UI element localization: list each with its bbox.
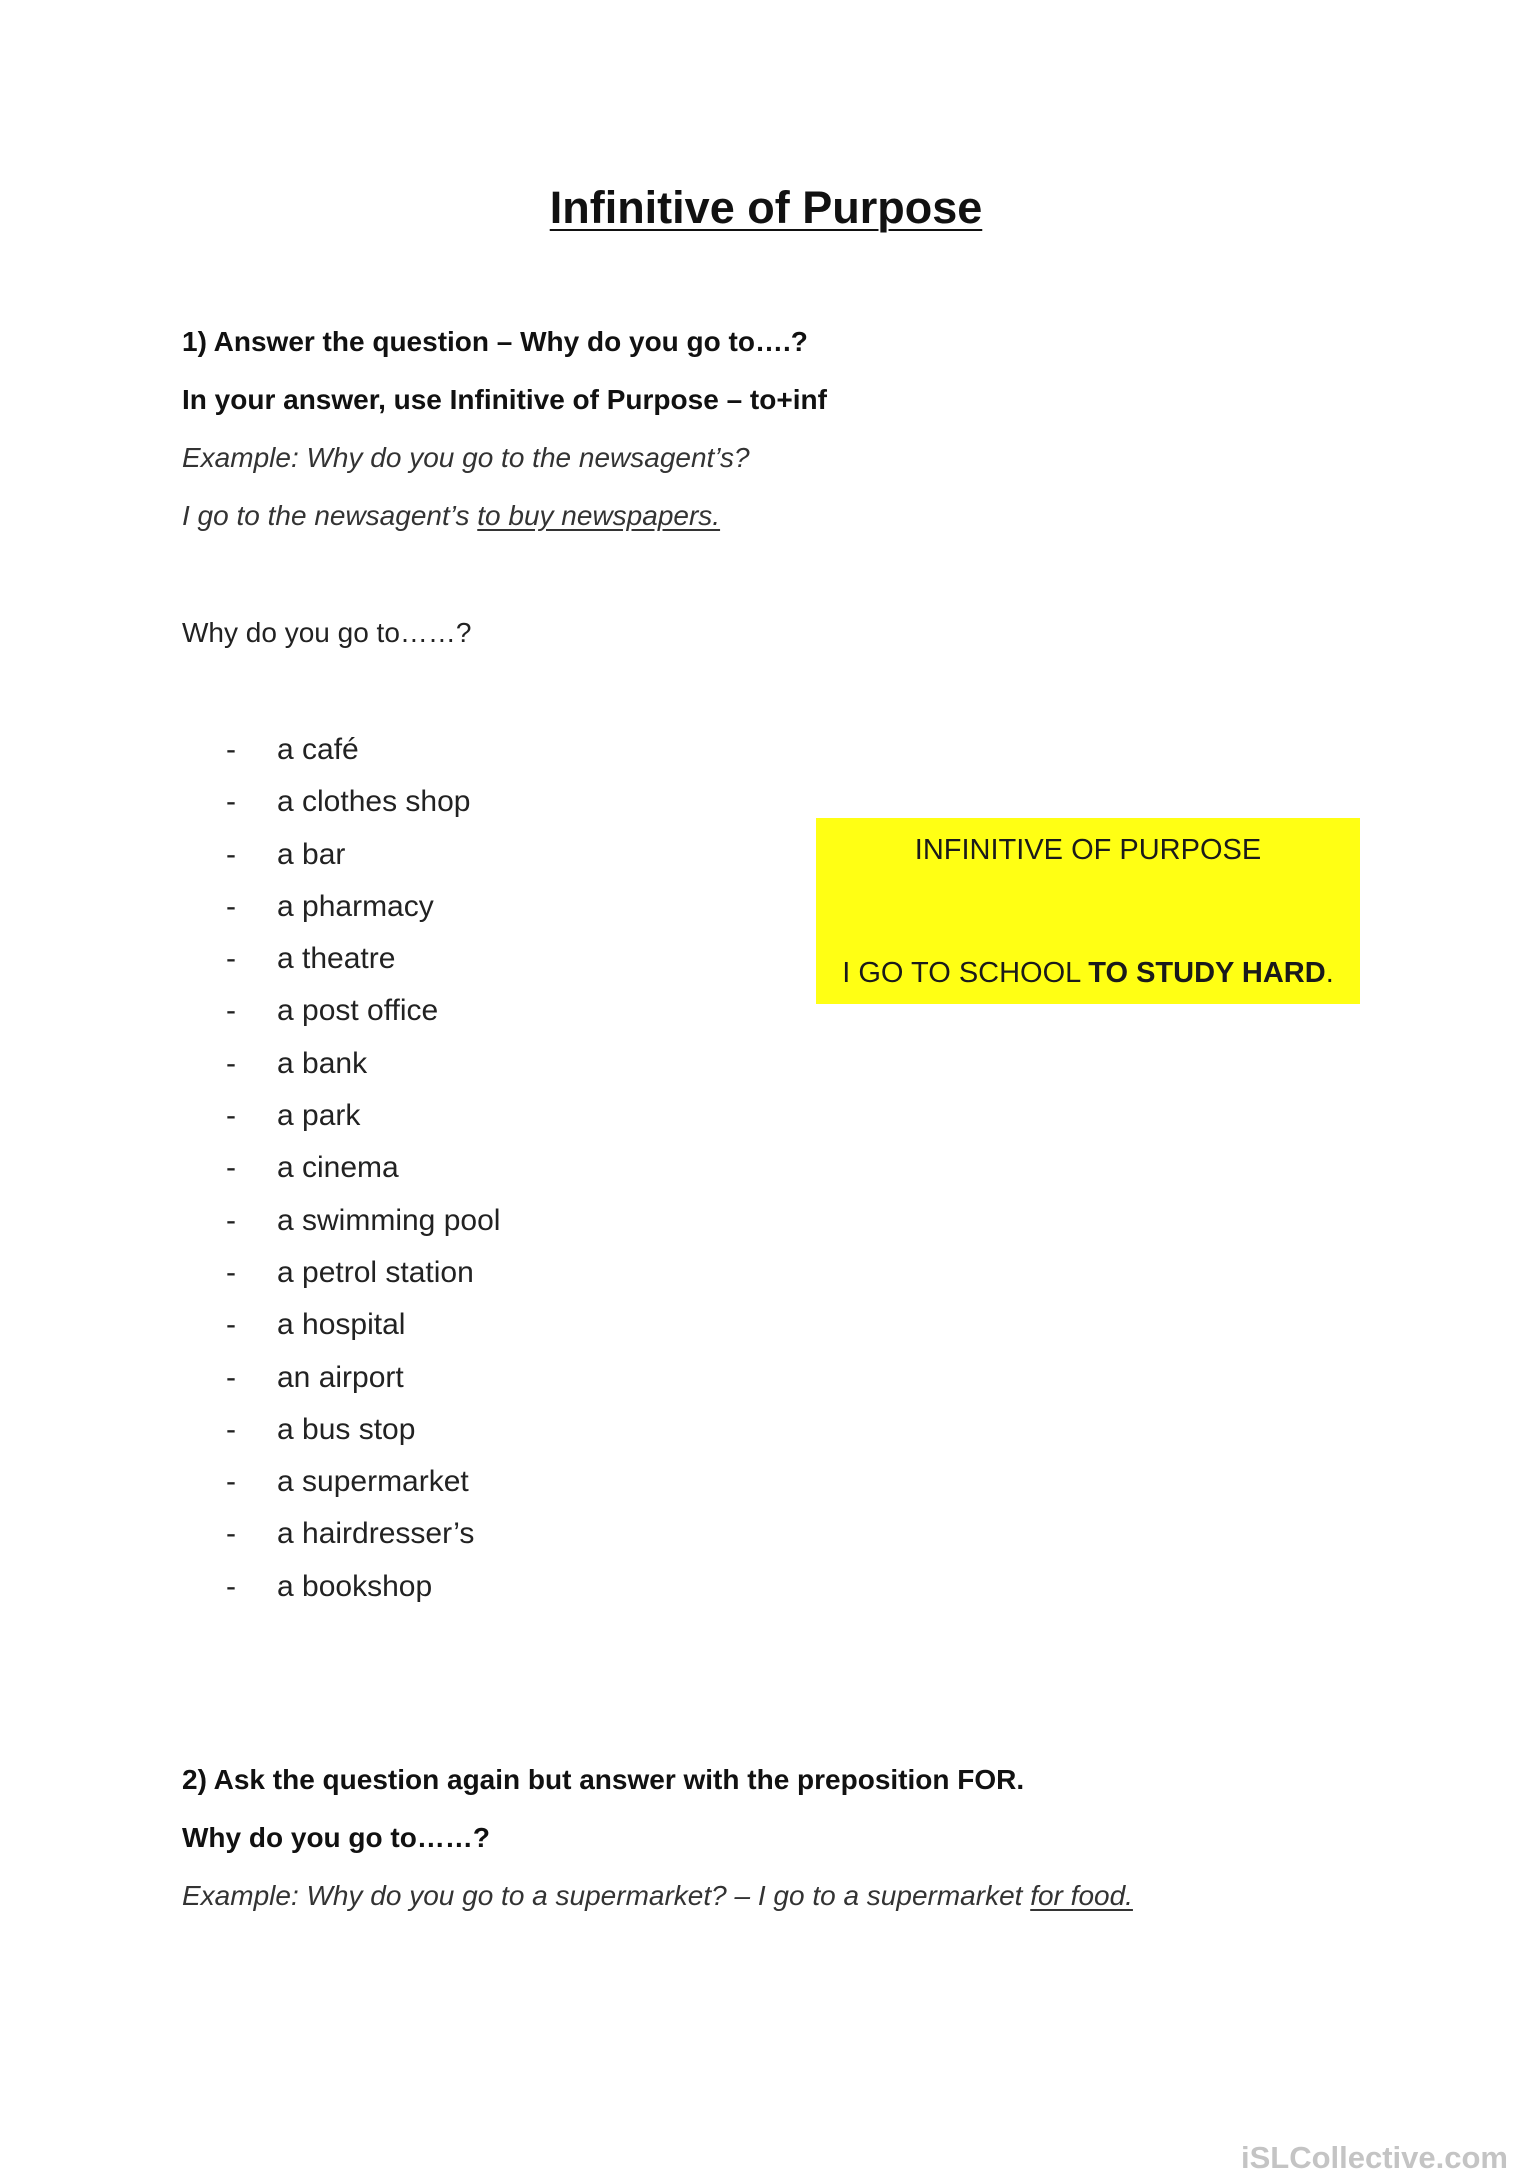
highlight-example-end: . [1325, 957, 1334, 989]
highlight-example-start: I GO TO SCHOOL [842, 957, 1089, 989]
bullet-dash: - [226, 1151, 236, 1185]
section2-example-underlined: for food. [1030, 1880, 1133, 1911]
bullet-dash: - [226, 889, 236, 923]
bullet-dash: - [226, 1046, 236, 1080]
bullet-dash: - [226, 1412, 236, 1446]
highlight-box-title: INFINITIVE OF PURPOSE [914, 834, 1262, 866]
place-label: a petrol station [277, 1255, 474, 1289]
highlight-box-example [816, 955, 1360, 991]
bullet-dash: - [226, 942, 236, 976]
bullet-dash: - [226, 1517, 236, 1551]
section2-example [182, 1878, 1133, 1914]
section2-heading: 2) Ask the question again but answer with the preposition FOR. [182, 1764, 1025, 1795]
section2-example-text: Example: Why do you go to a supermarket? – I go to a supermarket [182, 1880, 1031, 1911]
bullet-dash: - [226, 1203, 236, 1237]
bullet-dash: - [226, 1465, 236, 1499]
place-label: a supermarket [277, 1465, 469, 1499]
bullet-dash: - [226, 1569, 236, 1603]
place-label: a bookshop [277, 1569, 433, 1603]
highlight-box [816, 818, 1360, 1004]
bullet-dash: - [226, 785, 236, 819]
place-label: a bar [277, 837, 346, 871]
bullet-dash: - [226, 994, 236, 1028]
example-answer-text: I go to the newsagent’s [182, 500, 478, 531]
section1-heading: 1) Answer the question – Why do you go to….? [182, 326, 808, 357]
place-label: a bus stop [277, 1412, 416, 1446]
bullet-dash: - [226, 1308, 236, 1342]
bullet-dash: - [226, 837, 236, 871]
section1-example-answer [182, 498, 720, 534]
place-label: a theatre [277, 942, 396, 976]
place-label: a café [277, 733, 359, 766]
place-label: a post office [277, 994, 439, 1028]
bullet-dash: - [226, 1360, 236, 1394]
section2-prompt: Why do you go to……? [182, 1822, 490, 1853]
place-label: a swimming pool [277, 1203, 501, 1237]
section1-instruction: In your answer, use Infinitive of Purpose – to+inf [182, 384, 827, 415]
section1-example-question: Example: Why do you go to the newsagent’s? [182, 442, 750, 473]
place-label: an airport [277, 1360, 404, 1394]
place-label: a hospital [277, 1308, 406, 1342]
example-answer-underlined: to buy newspapers. [477, 500, 721, 531]
place-label: a bank [277, 1046, 368, 1080]
bullet-dash: - [226, 733, 236, 766]
section1-prompt: Why do you go to……? [182, 617, 472, 648]
place-label: a hairdresser’s [277, 1517, 475, 1551]
place-label: a clothes shop [277, 785, 471, 819]
worksheet-title: Infinitive of Purpose [549, 182, 983, 233]
place-label: a pharmacy [277, 889, 434, 923]
highlight-example-bold: TO STUDY HARD [1088, 957, 1326, 989]
bullet-dash: - [226, 1255, 236, 1289]
bullet-dash: - [226, 1099, 236, 1133]
place-label: a park [277, 1099, 361, 1133]
watermark-logo: iSLCollective.com [1240, 2140, 1508, 2175]
place-label: a cinema [277, 1151, 399, 1185]
